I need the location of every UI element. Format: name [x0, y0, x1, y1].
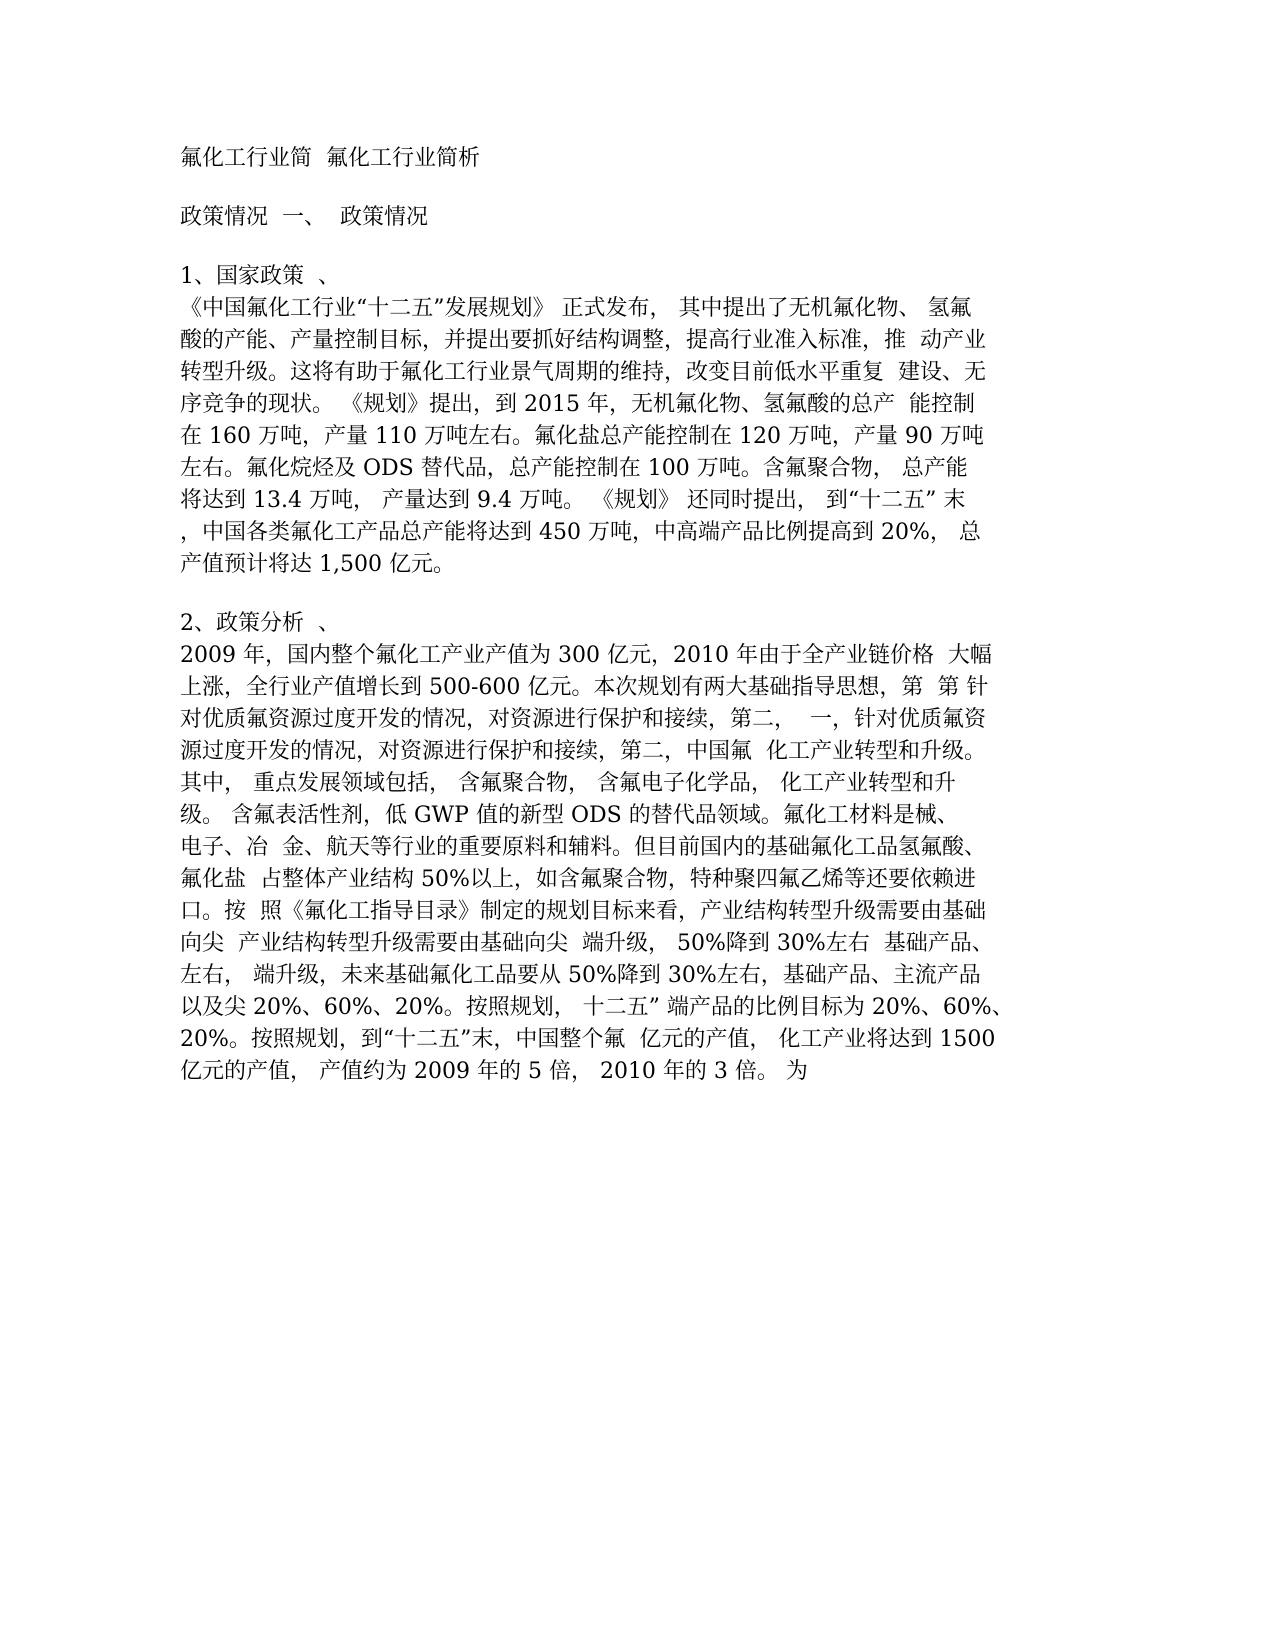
- section-heading: 政策情况 一、 政策情况: [180, 205, 428, 230]
- paragraph-line: 源过度开发的情况，对资源进行保护和接续，第二，中国氟 化工产业转型和升级。: [180, 739, 986, 764]
- paragraph-line: 向尖 产业结构转型升级需要由基础向尖 端升级， 50%降到 30%左右 基础产品、: [180, 931, 994, 956]
- paragraph-line: 级。 含氟表活性剂，低 GWP 值的新型 ODS 的替代品领域。氟化工材料是械、: [180, 803, 959, 828]
- paragraph-line: 左右， 端升级，未来基础氟化工品要从 50%降到 30%左右，基础产品、主流产品: [180, 963, 981, 988]
- spacer: [180, 175, 1045, 202]
- paragraph-line: ，中国各类氟化工产品总产能将达到 450 万吨，中高端产品比例提高到 20%， 总: [180, 520, 981, 545]
- paragraph-line: 将达到 13.4 万吨， 产量达到 9.4 万吨。 《规划》 还同时提出， 到“十二五” 末: [180, 488, 966, 513]
- paragraph-national-policy: [180, 293, 1045, 581]
- subsection-heading-national-policy: 1、国家政策 、: [180, 264, 340, 289]
- paragraph-line: 电子、冶 金、航天等行业的重要原料和辅料。但目前国内的基础氟化工品氢氟酸、: [180, 835, 986, 860]
- subsection-heading-policy-analysis: 2、政策分析 、: [180, 611, 340, 636]
- paragraph-line: 转型升级。这将有助于氟化工行业景气周期的维持，改变目前低水平重复 建设、无: [180, 360, 986, 385]
- paragraph-line: 上涨，全行业产值增长到 500-600 亿元。本次规划有两大基础指导思想，第 第 针: [180, 675, 989, 700]
- paragraph-line: 对优质氟资源过度开发的情况，对资源进行保护和接续，第二， 一，针对优质氟资: [180, 707, 986, 732]
- paragraph-line: 2009 年，国内整个氟化工产业产值为 300 亿元，2010 年由于全产业链价格 大幅: [180, 643, 992, 668]
- spacer: [180, 234, 1045, 261]
- paragraph-line: 口。按 照《氟化工指导目录》制定的规划目标来看，产业结构转型升级需要由基础: [180, 899, 986, 924]
- paragraph-line: 亿元的产值， 产值约为 2009 年的 5 倍， 2010 年的 3 倍。 为: [180, 1059, 808, 1084]
- spacer: [180, 581, 1045, 608]
- document-page: [180, 143, 1045, 1088]
- document-title: 氟化工行业简 氟化工行业简析: [180, 146, 480, 171]
- paragraph-line: 酸的产能、产量控制目标，并提出要抓好结构调整，提高行业准入标准，推 动产业: [180, 328, 986, 353]
- paragraph-line: 以及尖 20%、60%、20%。按照规划， 十二五” 端产品的比例目标为 20%、60%、: [180, 995, 1014, 1020]
- paragraph-line: 《中国氟化工行业“十二五”发展规划》 正式发布， 其中提出了无机氟化物、 氢氟: [180, 296, 972, 321]
- paragraph-line: 20%。按照规划，到“十二五”末，中国整个氟 亿元的产值， 化工产业将达到 1500: [180, 1027, 996, 1052]
- paragraph-line: 在 160 万吨，产量 110 万吨左右。氟化盐总产能控制在 120 万吨，产量 90 万吨: [180, 424, 984, 449]
- paragraph-policy-analysis: [180, 640, 1045, 1088]
- paragraph-line: 左右。氟化烷烃及 ODS 替代品，总产能控制在 100 万吨。含氟聚合物， 总产能: [180, 456, 968, 481]
- paragraph-line: 序竞争的现状。 《规划》提出，到 2015 年，无机氟化物、氢氟酸的总产 能控制: [180, 392, 975, 417]
- paragraph-line: 氟化盐 占整体产业结构 50%以上，如含氟聚合物，特种聚四氟乙烯等还要依赖进: [180, 867, 976, 892]
- paragraph-line: 其中， 重点发展领域包括， 含氟聚合物， 含氟电子化学品， 化工产业转型和升: [180, 771, 956, 796]
- paragraph-line: 产值预计将达 1,500 亿元。: [180, 552, 455, 577]
